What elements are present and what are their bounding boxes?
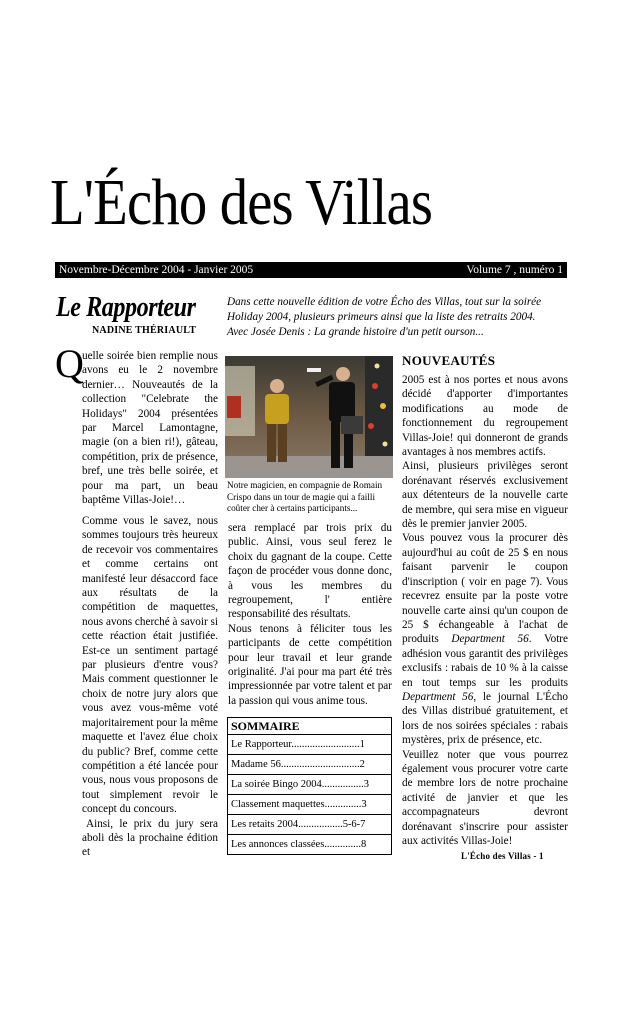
issue-volume: Volume 7 , numéro 1 (466, 264, 563, 276)
drop-cap: Q (55, 341, 84, 386)
article-author: NADINE THÉRIAULT (92, 325, 197, 336)
issue-dates: Novembre-Décembre 2004 - Janvier 2005 (59, 264, 254, 276)
newsletter-title: L'Écho des Villas (50, 166, 433, 239)
paragraph-text: Veuillez noter que vous pourrez également vous procurer votre carte de membre lors de notre prochaine activité de janvier et que les accompagnateurs devront dorénavant s'inscrire pour assister aux activités Villas-Joie! (402, 748, 568, 847)
toc-item: Les annonces classées..............8 (231, 839, 367, 850)
brand-name: Department 56 (402, 690, 474, 703)
intro-line: Holiday 2004, plusieurs primeurs ainsi que la liste des retraits 2004. (227, 311, 536, 323)
toc-item: Le Rapporteur..........................1 (228, 735, 391, 755)
article-column-1 (82, 514, 218, 860)
paragraph-text: sera remplacé par trois prix du public. Ainsi, vous seul ferez le choix du gagnant de la coupe. Cette façon de procéder vous donne donc, à vous les membres du regroupement, l' entière responsabilité des résultats. (228, 522, 392, 621)
toc-item: Madame 56..............................2 (228, 755, 391, 775)
section-heading: NOUVEAUTÉS (402, 353, 496, 368)
issue-intro (227, 295, 569, 340)
paragraph-text: uelle soirée bien remplie nous avons eu le 2 novembre dernier… Nouveautés de la collection "Celebrate the Holidays" 2004 présentées par Marcel Lamontagne, magie (on a bien ri!), gâteau, compétition, prix de présence, bref, une très belle soirée, et pour ma part, un beau baptême Villas-Joie!… (82, 350, 218, 507)
paragraph-text: 2005 est à nos portes et nous avons décidé d'apporter d'importantes modifications au mode de fonctionnement du regroupement Villas-Joie! qui donneront de grands avantages à nos membres actifs. (402, 374, 568, 459)
issue-band (55, 262, 567, 278)
text-run: Vous pouvez vous la procurer dès aujourd'hui au coût de 25 $ en nous faisant parvenir le coupon d'inscription ( voir en page 7). Vous recevrez ensuite par la poste votre nouvelle carte ainsi qu'un coupon de 25 $ échangeable à l'achat de produits (402, 532, 568, 646)
toc-heading: SOMMAIRE (228, 718, 391, 735)
toc-item: Les retaits 2004.................5-6-7 (228, 815, 391, 835)
intro-line: Dans cette nouvelle édition de votre Écho des Villas, tout sur la soirée (227, 296, 542, 308)
article-column-2 (228, 521, 392, 708)
toc-item: La soirée Bingo 2004................3 (228, 775, 391, 795)
text-run: , le journal L'Écho des Villas distribué gratuitement, et lors de nos soirées spéciales : rabais mystères, prix de présence, etc. (402, 690, 568, 747)
article-paragraph (82, 349, 218, 507)
page-footer: L'Écho des Villas - 1 (461, 851, 544, 861)
paragraph-text (402, 531, 568, 747)
table-of-contents (227, 717, 392, 855)
magician-photo (225, 356, 393, 478)
text-run: . Votre adhésion vous garantit des privilèges exclusifs : rabais de 10 % à la caisse en tout temps sur les produits (402, 633, 568, 689)
intro-line: Avec Josée Denis : La grande histoire d'un petit ourson... (227, 326, 484, 338)
brand-name: Department 56 (451, 633, 529, 646)
photo-caption: Notre magicien, en compagnie de Romain Crispo dans un tour de magie qui a failli coûter cher à certains participants... (227, 480, 383, 513)
toc-item: Classement maquettes..............3 (228, 795, 391, 815)
article-title: Le Rapporteur (56, 292, 196, 323)
article-column-3 (402, 373, 568, 848)
paragraph-text: Comme vous le savez, nous sommes toujours très heureux de recevoir vos commentaires et comme certains ont manifesté leur désaccord face aux résultats de la compétition de maquettes, nous avons cherché à savoir si cette réaction était justifiée. Est-ce un sentiment partagé par plusieurs d'entre vous? Mais comment questionner le choix de notre jury alors que vous avez vous-même voté majoritairement pour la même maquette et l'avez élue choix du public? Bref, comme cette compétition a été lancée pour vous, nous vous proposons de tout simplement revoir le concept du concours. (82, 515, 218, 816)
paragraph-text: Ainsi, le prix du jury sera aboli dès la prochaine édition et (82, 817, 218, 859)
paragraph-text: Ainsi, plusieurs privilèges seront dorénavant réservés exclusivement aux détenteurs de la nouvelle carte de membre, qui sera mise en vigueur dès le premier janvier 2005. (402, 460, 568, 531)
paragraph-text: Nous tenons à féliciter tous les participants de cette compétition pour leur travail et leur grande originalité. J'ai pour ma part été très impressionnée par votre talent et par la passion qui vous anime tous. (228, 622, 392, 707)
